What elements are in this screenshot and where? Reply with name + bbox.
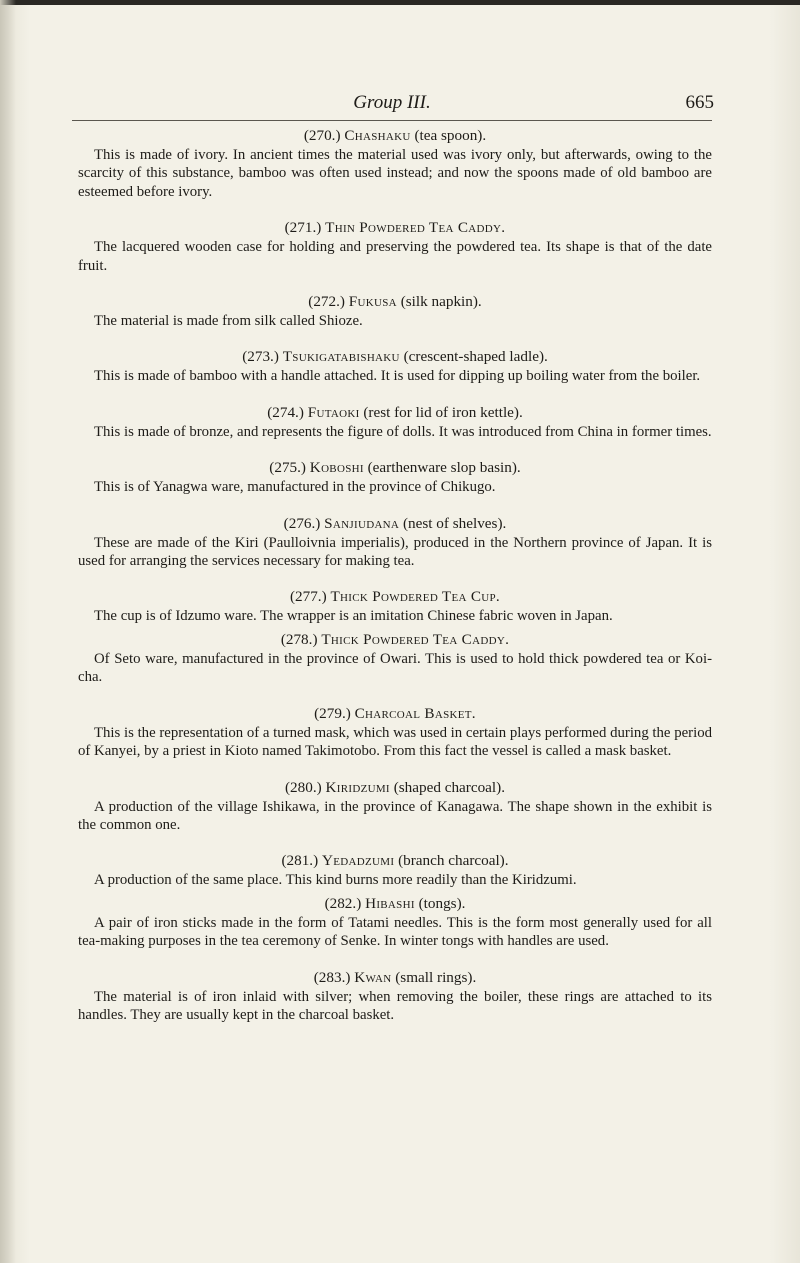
entry-gloss: (silk napkin).: [400, 293, 482, 311]
entry-gloss: (tongs).: [418, 894, 466, 912]
entry-gloss: (earthenware slop basin).: [367, 459, 521, 477]
entry-name: Kwan: [354, 968, 392, 986]
entry-name: Yedadzumi: [321, 852, 395, 870]
entry-gloss: (crescent-shaped ladle).: [403, 348, 548, 366]
gutter-shadow: [0, 0, 16, 1263]
entry-name: Charcoal Basket.: [354, 704, 476, 722]
entry-272: [78, 292, 712, 330]
entry-number: (283.): [313, 968, 351, 986]
entry-body: A production of the same place. This kind burns more readily than the Kiridzumi.: [94, 872, 577, 889]
entry-body: This is made of ivory. In ancient times the material used was ivory only, but afterwards, owing to the scarcity of this substance, bamboo was often used instead; and now the spoons made of old bamboo are esteemed before ivory.: [78, 147, 712, 200]
entry-name: Thick Powdered Tea Cup.: [330, 588, 501, 606]
entry-body: The material is of iron inlaid with silver; when removing the boiler, these rings are attached to its handles. They are usually kept in the charcoal basket.: [78, 988, 712, 1023]
entry-283: [78, 968, 712, 1025]
entry-name: Thin Powdered Tea Caddy.: [325, 219, 506, 237]
entry-title: [78, 778, 712, 797]
entry-title: [78, 292, 712, 311]
entry-274: [78, 403, 712, 441]
entry-279: [78, 704, 712, 761]
entry-number: (278.): [280, 630, 318, 648]
entry-number: (281.): [281, 852, 319, 870]
entry-278: [78, 630, 712, 687]
entry-body: This is of Yanagwa ware, manufactured in the province of Chikugo.: [94, 479, 496, 496]
entry-body: This is made of bronze, and represents the figure of dolls. It was introduced from China in former times.: [94, 423, 712, 440]
entry-282: [78, 894, 712, 951]
entry-body: These are made of the Kiri (Paulloivnia imperialis), produced in the Northern province of Japan. It is used for arranging the services necessary for making tea.: [78, 534, 712, 570]
entry-name: Sanjiudana: [324, 514, 400, 532]
entry-281: [78, 851, 712, 889]
entry-gloss: (branch charcoal).: [398, 852, 509, 870]
entry-number: (273.): [242, 348, 279, 366]
entry-gloss: (tea spoon).: [414, 127, 487, 144]
page-top-edge: [0, 0, 800, 5]
entry-name: Koboshi: [309, 459, 364, 477]
entry-number: (279.): [314, 704, 351, 722]
running-title: Group III.: [353, 92, 431, 113]
entry-name: Kiridzumi: [325, 778, 390, 796]
entry-title: [78, 630, 712, 649]
entry-title: [78, 514, 712, 533]
entry-name: Futaoki: [307, 403, 360, 421]
entry-number: (277.): [289, 588, 327, 606]
entry-title: [78, 894, 712, 913]
entry-title: [78, 851, 712, 870]
entry-number: (276.): [283, 514, 321, 532]
entry-gloss: (nest of shelves).: [402, 514, 507, 532]
entry-gloss: (shaped charcoal).: [393, 778, 505, 796]
entry-title: [78, 218, 712, 237]
entry-body: The material is made from silk called Shioze.: [94, 313, 363, 330]
entry-number: (271.): [284, 219, 322, 237]
entry-273: [78, 347, 712, 385]
entry-name: Tsukigatabishaku: [282, 348, 400, 366]
entry-body: A pair of iron sticks made in the form of Tatami needles. This is the form most generally used for all tea-making purposes in the tea ceremony of Senke. In winter tongs with handles are used.: [78, 914, 712, 950]
entry-number: (272.): [308, 293, 345, 311]
entry-number: (280.): [285, 778, 322, 796]
entry-270: [78, 126, 712, 201]
entry-title: [78, 126, 712, 145]
entry-body: The cup is of Idzumo ware. The wrapper is an imitation Chinese fabric woven in Japan.: [94, 608, 613, 625]
entry-280: [78, 778, 712, 835]
entry-number: (282.): [324, 894, 362, 912]
page-header: [70, 92, 714, 118]
entry-number: (274.): [267, 403, 304, 421]
entry-277: [78, 587, 712, 625]
entry-body: A production of the village Ishikawa, in the province of Kanagawa. The shape shown in the exhibit is the common one.: [78, 798, 712, 833]
entry-body: Of Seto ware, manufactured in the province of Owari. This is used to hold thick powdered tea or Koi-cha.: [78, 650, 712, 686]
entry-name: Chashaku: [344, 127, 411, 144]
entry-title: [78, 403, 712, 422]
entry-gloss: (rest for lid of iron kettle).: [363, 403, 523, 421]
entry-title: [78, 704, 712, 723]
entry-number: (275.): [269, 459, 306, 477]
entry-body: The lacquered wooden case for holding and preserving the powdered tea. Its shape is that of the date fruit.: [78, 239, 712, 274]
entry-title: [78, 587, 712, 606]
entry-body: This is made of bamboo with a handle attached. It is used for dipping up boiling water from the boiler.: [94, 368, 701, 385]
entry-name: Hibashi: [365, 894, 415, 912]
page-content: [78, 126, 712, 1024]
entry-name: Thick Powdered Tea Caddy.: [321, 630, 510, 648]
page-number: 665: [685, 92, 714, 113]
entry-gloss: (small rings).: [395, 968, 477, 986]
entry-body: This is the representation of a turned mask, which was used in certain plays performed during the period of Kanyei, by a priest in Kioto named Takimotobo. From this fact the vessel is called a mask basket.: [78, 724, 713, 760]
header-rule: [72, 120, 712, 121]
entry-number: (270.): [303, 127, 341, 144]
entry-271: [78, 218, 712, 275]
entry-title: [78, 458, 712, 477]
entry-title: [78, 968, 712, 987]
entry-275: [78, 458, 712, 496]
entry-title: [78, 347, 712, 366]
entry-276: [78, 514, 712, 571]
entry-name: Fukusa: [348, 293, 397, 311]
